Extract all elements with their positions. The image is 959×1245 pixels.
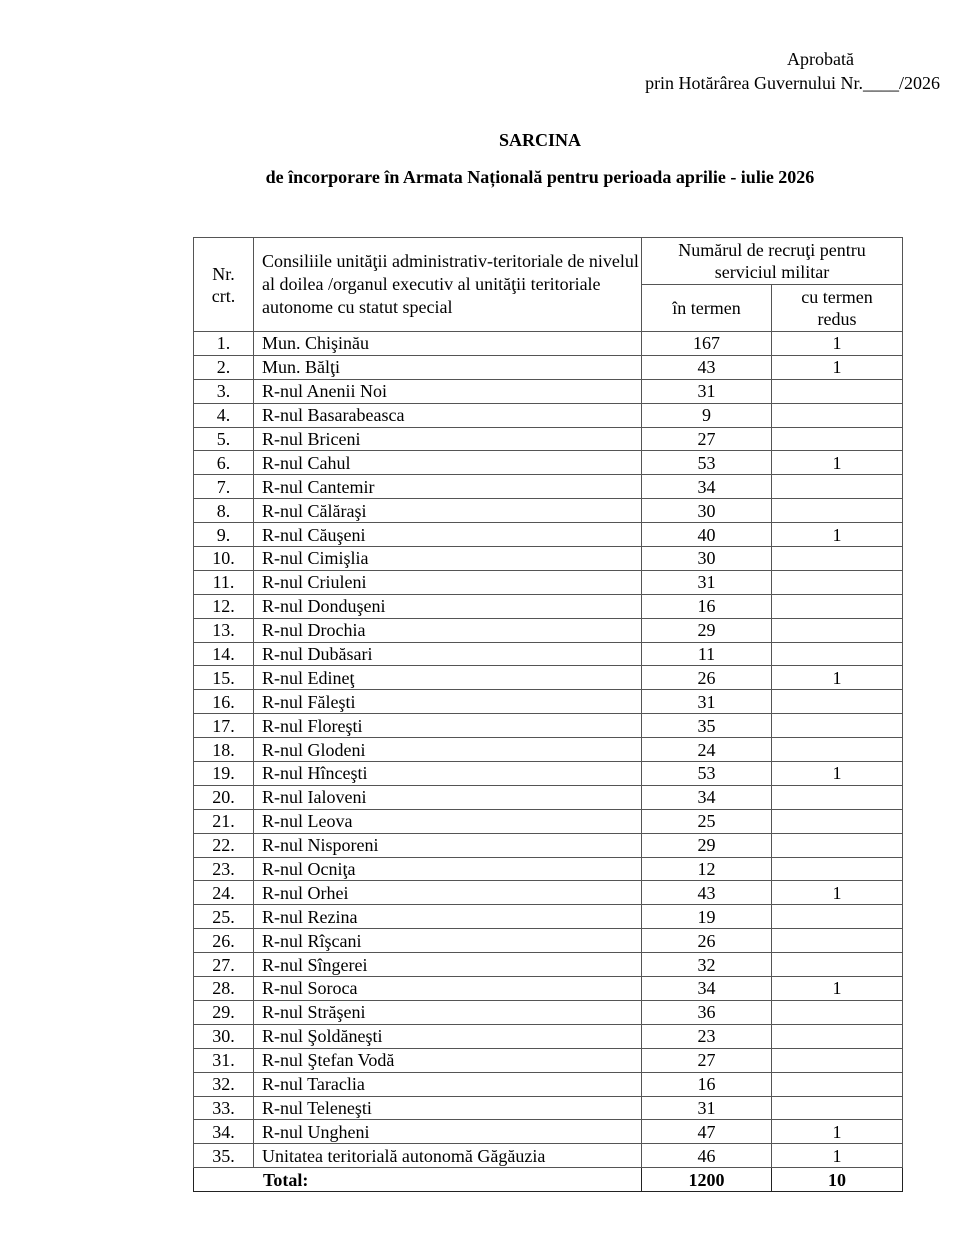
row-number: 7. [194,475,254,499]
row-reduced-term: 1 [772,451,903,475]
table-row [194,929,903,953]
row-number: 6. [194,451,254,475]
table-row [194,785,903,809]
row-number: 24. [194,881,254,905]
row-number: 28. [194,977,254,1001]
row-number: 4. [194,403,254,427]
row-council-name: R-nul Ialoveni [254,785,642,809]
row-reduced-term: 1 [772,332,903,356]
total-in-term: 1200 [642,1168,772,1192]
row-number: 10. [194,547,254,571]
row-council-name: R-nul Edineţ [254,666,642,690]
row-council-name: R-nul Ştefan Vodă [254,1048,642,1072]
row-in-term: 34 [642,977,772,1001]
row-council-name: R-nul Cahul [254,451,642,475]
recruitment-table [193,237,903,1192]
row-council-name: R-nul Anenii Noi [254,379,642,403]
row-number: 34. [194,1120,254,1144]
row-council-name: R-nul Teleneşti [254,1096,642,1120]
row-in-term: 35 [642,714,772,738]
row-reduced-term [772,1096,903,1120]
row-council-name: R-nul Şoldăneşti [254,1024,642,1048]
row-reduced-term [772,929,903,953]
header-reduced-term: cu termen redus [772,285,903,332]
row-reduced-term [772,1048,903,1072]
row-council-name: R-nul Făleşti [254,690,642,714]
table-row [194,332,903,356]
row-in-term: 34 [642,475,772,499]
row-council-name: R-nul Sîngerei [254,953,642,977]
row-reduced-term [772,594,903,618]
table-row [194,499,903,523]
row-council-name: R-nul Leova [254,809,642,833]
table-row [194,833,903,857]
row-in-term: 27 [642,427,772,451]
table-row [194,1072,903,1096]
row-reduced-term [772,905,903,929]
table-row [194,642,903,666]
row-reduced-term [772,379,903,403]
header-nr: Nr. crt. [194,238,254,332]
row-number: 5. [194,427,254,451]
table-row [194,475,903,499]
row-number: 35. [194,1144,254,1168]
row-reduced-term: 1 [772,355,903,379]
row-number: 17. [194,714,254,738]
table-row [194,666,903,690]
row-council-name: Mun. Chişinău [254,332,642,356]
row-reduced-term [772,1000,903,1024]
row-council-name: R-nul Floreşti [254,714,642,738]
table-row [194,857,903,881]
row-in-term: 29 [642,618,772,642]
row-council-name: R-nul Cimişlia [254,547,642,571]
total-row [194,1168,903,1192]
row-number: 2. [194,355,254,379]
row-in-term: 167 [642,332,772,356]
row-number: 14. [194,642,254,666]
table-row [194,427,903,451]
row-in-term: 26 [642,666,772,690]
table-row [194,1144,903,1168]
header-in-term: în termen [642,285,772,332]
row-reduced-term [772,547,903,571]
table-row [194,953,903,977]
row-in-term: 31 [642,570,772,594]
row-number: 31. [194,1048,254,1072]
table-row [194,594,903,618]
row-reduced-term [772,738,903,762]
table-row [194,881,903,905]
row-in-term: 32 [642,953,772,977]
table-row [194,523,903,547]
row-number: 20. [194,785,254,809]
row-number: 9. [194,523,254,547]
row-reduced-term [772,570,903,594]
row-reduced-term [772,1072,903,1096]
row-council-name: Unitatea teritorială autonomă Găgăuzia [254,1144,642,1168]
row-council-name: R-nul Taraclia [254,1072,642,1096]
table-row [194,762,903,786]
row-reduced-term [772,1024,903,1048]
row-council-name: Mun. Bălţi [254,355,642,379]
approval-decision-line: prin Hotărârea Guvernului Nr.____/2026 [645,73,940,93]
row-in-term: 24 [642,738,772,762]
row-in-term: 16 [642,594,772,618]
row-number: 23. [194,857,254,881]
row-reduced-term: 1 [772,666,903,690]
table-row [194,547,903,571]
row-council-name: R-nul Criuleni [254,570,642,594]
row-in-term: 19 [642,905,772,929]
table-row [194,809,903,833]
table-row [194,1024,903,1048]
row-reduced-term [772,953,903,977]
row-number: 26. [194,929,254,953]
row-reduced-term [772,857,903,881]
approval-block [645,47,940,95]
row-in-term: 36 [642,1000,772,1024]
row-number: 12. [194,594,254,618]
row-number: 33. [194,1096,254,1120]
row-number: 3. [194,379,254,403]
row-reduced-term [772,714,903,738]
row-council-name: R-nul Orhei [254,881,642,905]
row-reduced-term: 1 [772,881,903,905]
row-number: 18. [194,738,254,762]
row-reduced-term [772,833,903,857]
table-row [194,451,903,475]
row-in-term: 31 [642,1096,772,1120]
row-in-term: 30 [642,547,772,571]
row-reduced-term [772,499,903,523]
row-council-name: R-nul Basarabeasca [254,403,642,427]
table-row [194,403,903,427]
row-in-term: 53 [642,451,772,475]
row-in-term: 23 [642,1024,772,1048]
row-number: 25. [194,905,254,929]
row-in-term: 34 [642,785,772,809]
table-row [194,618,903,642]
row-number: 27. [194,953,254,977]
row-in-term: 31 [642,690,772,714]
document-subtitle: de încorporare în Armata Națională pentru perioada aprilie - iulie 2026 [265,167,815,187]
row-council-name: R-nul Donduşeni [254,594,642,618]
table-row [194,738,903,762]
row-number: 32. [194,1072,254,1096]
approval-label: Aprobată [787,49,854,69]
row-reduced-term: 1 [772,1120,903,1144]
row-council-name: R-nul Ocniţa [254,857,642,881]
table-row [194,570,903,594]
row-in-term: 30 [642,499,772,523]
row-council-name: R-nul Rîşcani [254,929,642,953]
row-council-name: R-nul Dubăsari [254,642,642,666]
table-row [194,714,903,738]
row-in-term: 43 [642,881,772,905]
row-number: 30. [194,1024,254,1048]
row-reduced-term: 1 [772,977,903,1001]
row-reduced-term [772,809,903,833]
row-council-name: R-nul Hînceşti [254,762,642,786]
total-reduced-term: 10 [772,1168,903,1192]
row-in-term: 9 [642,403,772,427]
row-reduced-term [772,403,903,427]
row-council-name: R-nul Nisporeni [254,833,642,857]
row-council-name: R-nul Rezina [254,905,642,929]
row-in-term: 25 [642,809,772,833]
table-row [194,977,903,1001]
row-reduced-term: 1 [772,523,903,547]
table-row [194,379,903,403]
row-council-name: R-nul Glodeni [254,738,642,762]
row-reduced-term [772,475,903,499]
row-number: 19. [194,762,254,786]
row-reduced-term [772,642,903,666]
row-reduced-term [772,427,903,451]
row-in-term: 29 [642,833,772,857]
row-in-term: 11 [642,642,772,666]
header-recruit-count: Numărul de recruţi pentru serviciul militar [642,238,903,285]
row-in-term: 16 [642,1072,772,1096]
row-number: 29. [194,1000,254,1024]
row-reduced-term: 1 [772,1144,903,1168]
row-council-name: R-nul Străşeni [254,1000,642,1024]
table-row [194,690,903,714]
row-number: 1. [194,332,254,356]
row-number: 22. [194,833,254,857]
row-council-name: R-nul Cantemir [254,475,642,499]
row-number: 13. [194,618,254,642]
row-in-term: 12 [642,857,772,881]
row-number: 21. [194,809,254,833]
row-council-name: R-nul Ungheni [254,1120,642,1144]
table-row [194,905,903,929]
table-row [194,1000,903,1024]
header-council: Consiliile unităţii administrativ-teritoriale de nivelul al doilea /organul executiv al unităţii teritoriale autonome cu statut special [254,238,642,332]
total-label: Total: [194,1168,642,1192]
row-in-term: 53 [642,762,772,786]
row-in-term: 43 [642,355,772,379]
row-council-name: R-nul Călăraşi [254,499,642,523]
row-in-term: 46 [642,1144,772,1168]
row-in-term: 40 [642,523,772,547]
row-in-term: 27 [642,1048,772,1072]
row-in-term: 31 [642,379,772,403]
document-title: SARCINA [498,130,581,150]
row-reduced-term [772,618,903,642]
row-in-term: 47 [642,1120,772,1144]
row-reduced-term [772,785,903,809]
table-row [194,1120,903,1144]
row-number: 15. [194,666,254,690]
row-council-name: R-nul Soroca [254,977,642,1001]
row-reduced-term: 1 [772,762,903,786]
row-council-name: R-nul Briceni [254,427,642,451]
row-reduced-term [772,690,903,714]
row-number: 8. [194,499,254,523]
row-council-name: R-nul Drochia [254,618,642,642]
table-row [194,1096,903,1120]
row-council-name: R-nul Căuşeni [254,523,642,547]
table-row [194,355,903,379]
row-number: 11. [194,570,254,594]
row-number: 16. [194,690,254,714]
table-row [194,1048,903,1072]
row-in-term: 26 [642,929,772,953]
